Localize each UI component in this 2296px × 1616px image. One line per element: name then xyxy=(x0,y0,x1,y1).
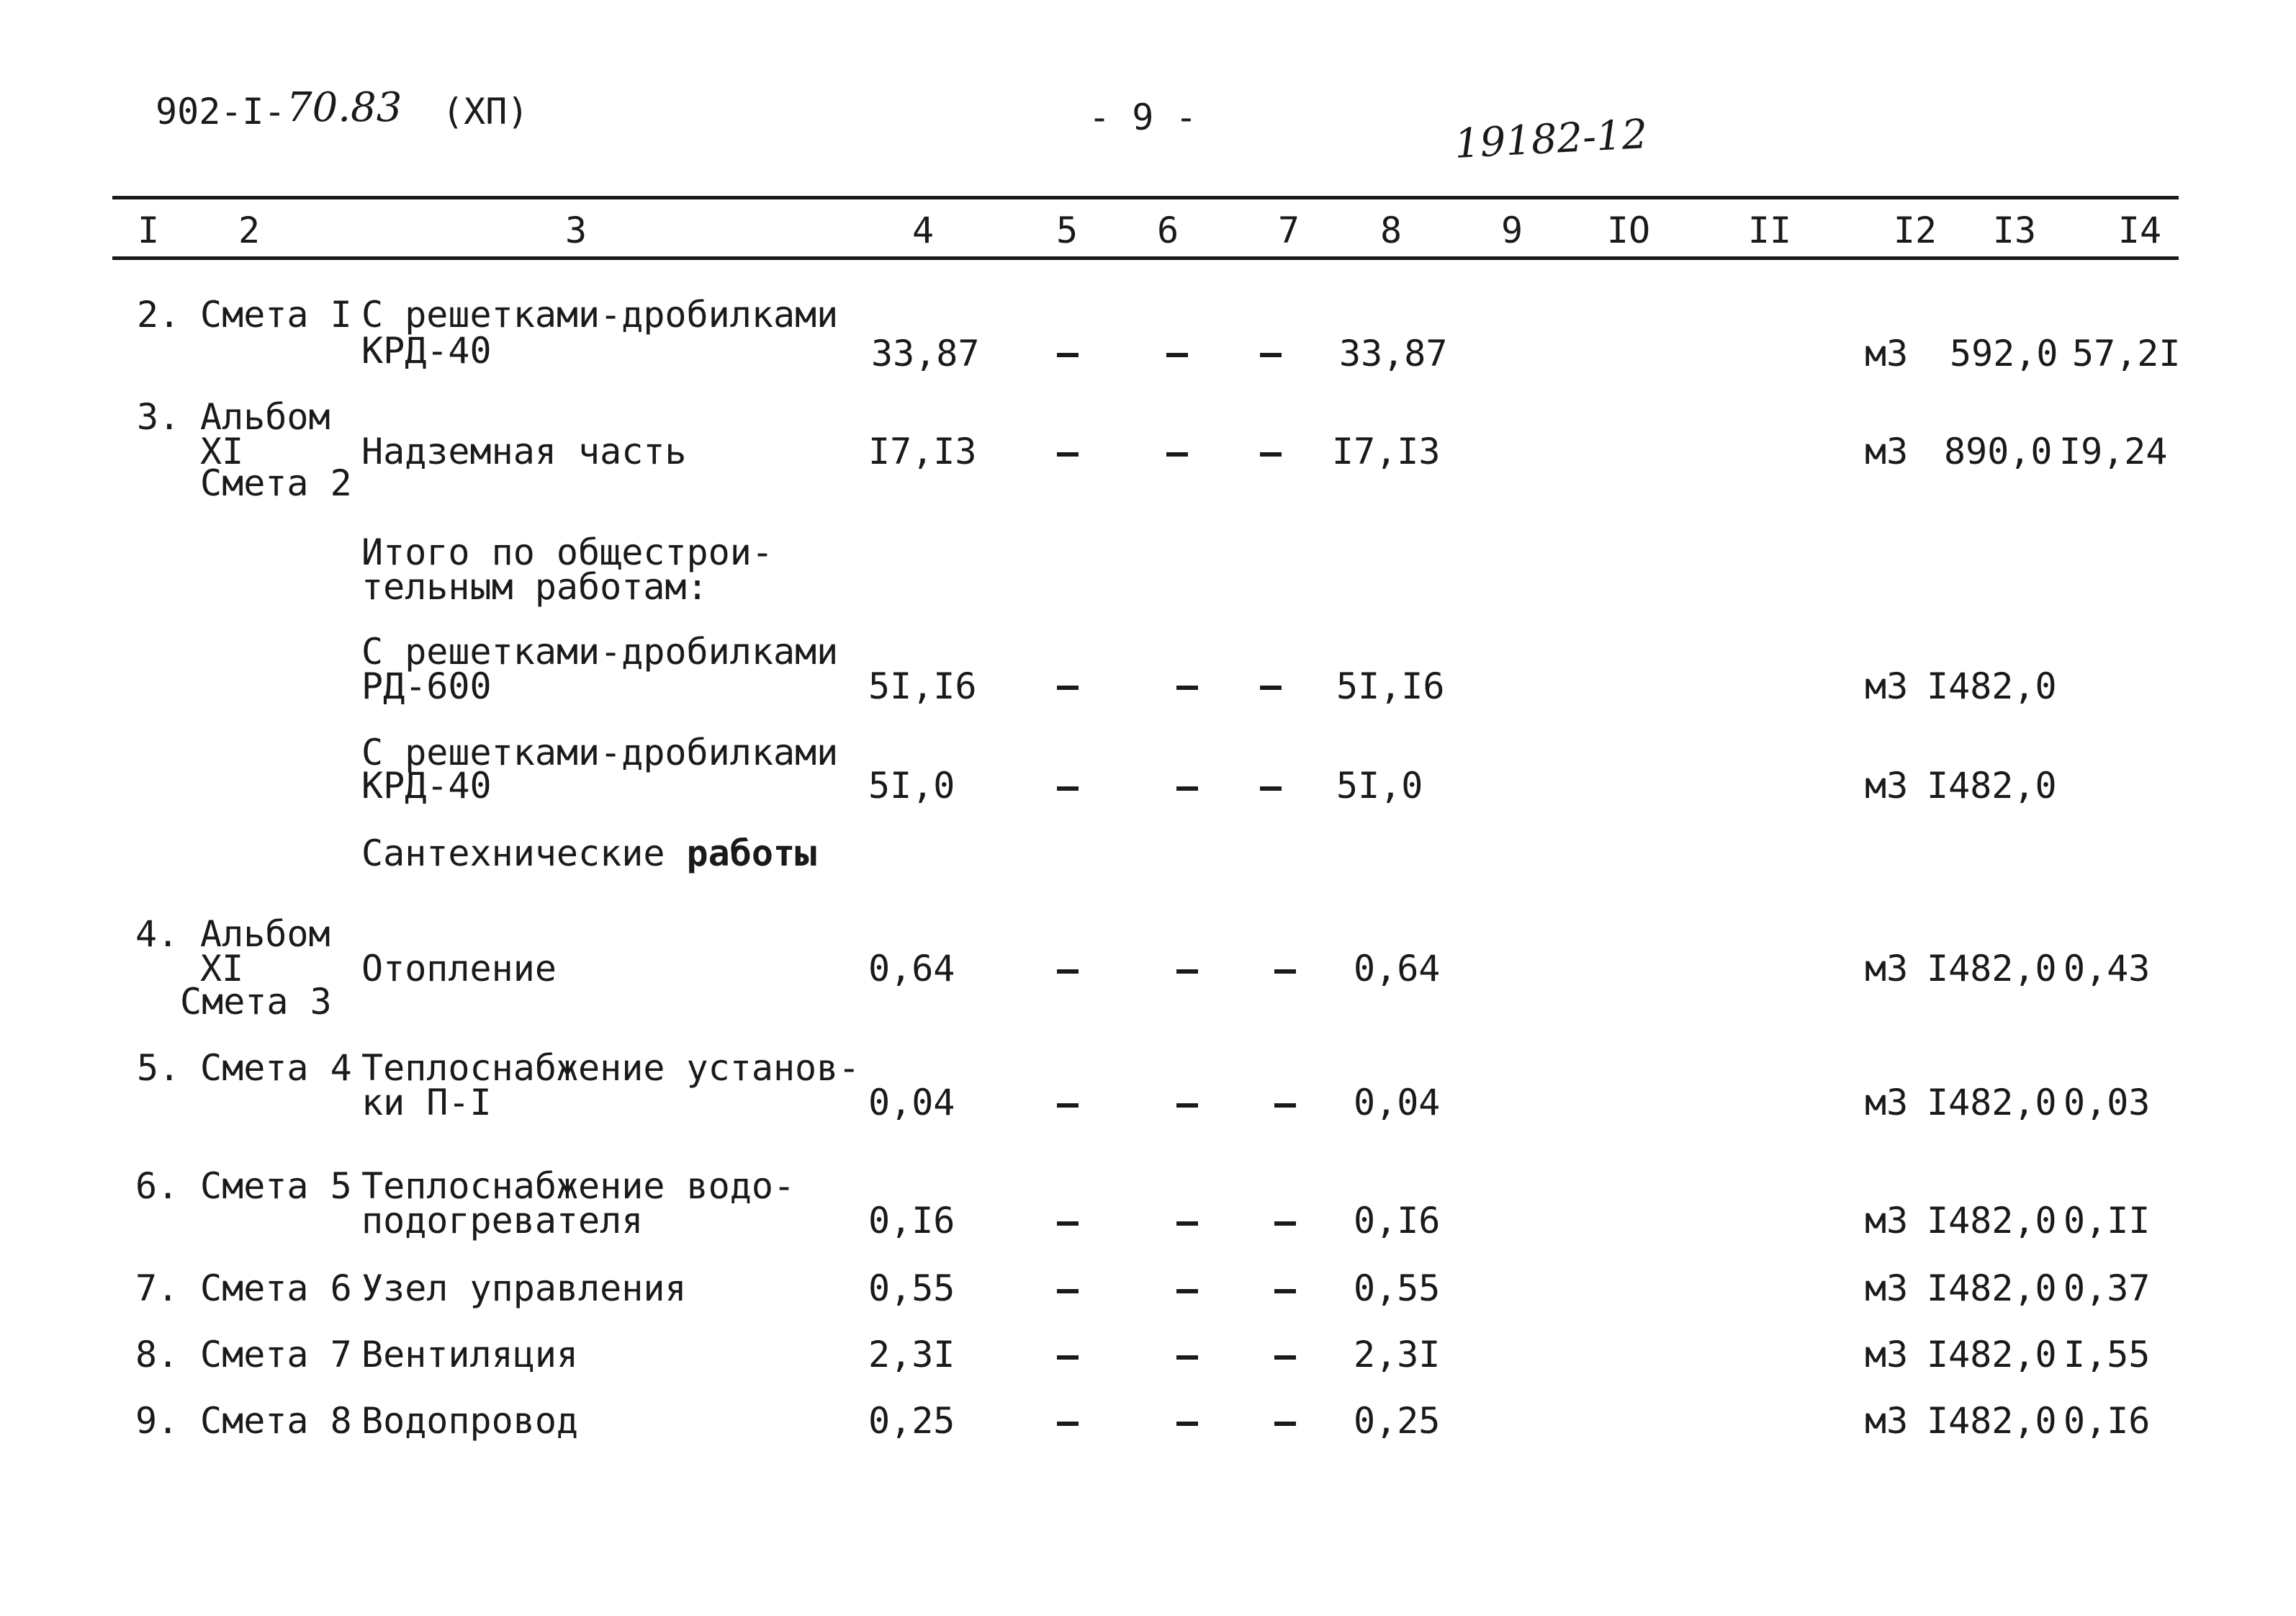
cell-col6-dash xyxy=(1176,786,1198,791)
row-reference: Смета 7 xyxy=(200,1334,352,1375)
cell-col4: I7,I3 xyxy=(868,431,977,472)
column-header: 8 xyxy=(1379,210,1403,251)
cell-col14: 0,II xyxy=(2063,1200,2151,1242)
cell-col6-dash xyxy=(1176,1103,1198,1108)
cell-col14: 57,2I xyxy=(2072,333,2181,374)
cell-col8: 0,25 xyxy=(1354,1400,1441,1442)
cell-col4: 33,87 xyxy=(871,333,980,374)
row-reference: Альбом xyxy=(200,396,330,438)
cell-col13: 592,0 xyxy=(1950,333,2058,374)
cell-col13: I482,0 xyxy=(1927,1082,2057,1123)
cell-col12: м3 xyxy=(1865,665,1909,707)
cell-col5-dash xyxy=(1057,1422,1079,1426)
cell-col13: I482,0 xyxy=(1927,948,2057,989)
row-reference: Смета 5 xyxy=(200,1165,352,1207)
row-number: 8. xyxy=(135,1334,179,1375)
column-header: 3 xyxy=(564,210,587,251)
row-number: 7. xyxy=(135,1267,179,1309)
row-number: 6. xyxy=(135,1165,179,1207)
row-name: РД-600 xyxy=(361,665,492,707)
cell-col5-dash xyxy=(1057,1221,1079,1226)
cell-col8: 5I,0 xyxy=(1336,765,1423,807)
cell-col12: м3 xyxy=(1865,765,1909,807)
cell-col8: 0,55 xyxy=(1354,1267,1441,1309)
row-reference: XI xyxy=(200,431,244,472)
table-header-rule xyxy=(112,256,2179,260)
row-name: подогревателя xyxy=(361,1200,644,1242)
cell-col13: I482,0 xyxy=(1927,1334,2057,1375)
cell-col8: I7,I3 xyxy=(1332,431,1441,472)
cell-col6-dash xyxy=(1166,452,1188,457)
cell-col14: 0,I6 xyxy=(2063,1400,2151,1442)
cell-col12: м3 xyxy=(1865,431,1909,472)
cell-col5-dash xyxy=(1057,353,1079,357)
cell-col7-dash xyxy=(1274,1355,1296,1360)
cell-col7-dash xyxy=(1274,1221,1296,1226)
row-name: Теплоснабжение установ- xyxy=(361,1047,860,1089)
row-name: С решетками-дробилками xyxy=(361,732,839,773)
row-number: 5. xyxy=(137,1047,181,1089)
cell-col5-dash xyxy=(1057,686,1079,690)
cell-col6-dash xyxy=(1176,1422,1198,1426)
cell-col12: м3 xyxy=(1865,333,1909,374)
cell-col8: 0,I6 xyxy=(1354,1200,1441,1242)
cell-col7-dash xyxy=(1274,1289,1296,1293)
cell-col4: 0,04 xyxy=(868,1082,955,1123)
row-reference: Альбом xyxy=(200,913,330,955)
cell-col4: 0,55 xyxy=(868,1267,955,1309)
cell-col12: м3 xyxy=(1865,948,1909,989)
doc-code-prefix: 902-I- xyxy=(156,91,286,133)
cell-col12: м3 xyxy=(1865,1200,1909,1242)
column-header: I2 xyxy=(1893,210,1937,251)
doc-code-handwritten: 70.83 xyxy=(287,84,402,131)
table-top-rule xyxy=(112,196,2179,199)
row-number: 9. xyxy=(135,1400,179,1442)
row-reference: Смета 2 xyxy=(200,462,352,504)
cell-col7-dash xyxy=(1260,452,1282,457)
doc-section: (XП) xyxy=(442,91,529,133)
cell-col13: I482,0 xyxy=(1927,665,2057,707)
cell-col13: I482,0 xyxy=(1927,1400,2057,1442)
cell-col4: 5I,I6 xyxy=(868,665,977,707)
cell-col5-dash xyxy=(1057,969,1079,974)
cell-col13: I482,0 xyxy=(1927,765,2057,807)
cell-col4: 5I,0 xyxy=(868,765,955,807)
row-number: 3. xyxy=(137,396,181,438)
cell-col6-dash xyxy=(1176,1221,1198,1226)
row-reference: XI xyxy=(200,948,244,989)
row-name: Вентиляция xyxy=(361,1334,579,1375)
cell-col7-dash xyxy=(1260,686,1282,690)
row-reference: Смета 8 xyxy=(200,1400,352,1442)
column-header: I xyxy=(137,210,160,251)
cell-col12: м3 xyxy=(1865,1082,1909,1123)
cell-col13: I482,0 xyxy=(1927,1267,2057,1309)
column-header: 7 xyxy=(1277,210,1300,251)
row-name: Теплоснабжение водо- xyxy=(361,1165,796,1207)
column-header: I4 xyxy=(2117,210,2162,251)
cell-col14: 0,43 xyxy=(2063,948,2151,989)
row-name: С решетками-дробилками xyxy=(361,294,839,336)
row-name: КРД-40 xyxy=(361,765,492,807)
cell-col12: м3 xyxy=(1865,1334,1909,1375)
row-name: ки П-I xyxy=(361,1082,492,1123)
column-header: 9 xyxy=(1500,210,1523,251)
cell-col14: 0,37 xyxy=(2063,1267,2151,1309)
cell-col7-dash xyxy=(1260,786,1282,791)
cell-col5-dash xyxy=(1057,786,1079,791)
cell-col4: 0,64 xyxy=(868,948,955,989)
cell-col14: 0,03 xyxy=(2063,1082,2151,1123)
cell-col6-dash xyxy=(1176,686,1198,690)
section-heading: Сантехнические работы xyxy=(361,832,817,874)
cell-col6-dash xyxy=(1176,969,1198,974)
column-header: IO xyxy=(1606,210,1651,251)
cell-col8: 0,04 xyxy=(1354,1082,1441,1123)
row-reference: Смета 4 xyxy=(200,1047,352,1089)
row-name: Отопление xyxy=(361,948,557,989)
cell-col5-dash xyxy=(1057,1103,1079,1108)
column-header: 5 xyxy=(1055,210,1079,251)
column-header: 4 xyxy=(911,210,935,251)
row-reference: Смета I xyxy=(200,294,352,336)
cell-col5-dash xyxy=(1057,1355,1079,1360)
cell-col13: 890,0 xyxy=(1944,431,2053,472)
row-name: Надземная часть xyxy=(361,431,687,472)
row-reference: Смета 3 xyxy=(180,981,332,1023)
cell-col6-dash xyxy=(1176,1355,1198,1360)
cell-col14: I9,24 xyxy=(2059,431,2168,472)
column-header: 6 xyxy=(1156,210,1179,251)
section-heading-emphasis: работы xyxy=(686,832,817,874)
column-header: I3 xyxy=(1992,210,2037,251)
cell-col12: м3 xyxy=(1865,1267,1909,1309)
cell-col5-dash xyxy=(1057,452,1079,457)
handwritten-reference: 19182-12 xyxy=(1453,111,1649,168)
cell-col4: 0,I6 xyxy=(868,1200,955,1242)
cell-col7-dash xyxy=(1260,353,1282,357)
cell-col7-dash xyxy=(1274,1422,1296,1426)
row-number: 2. xyxy=(137,294,181,336)
cell-col8: 33,87 xyxy=(1339,333,1448,374)
column-header: II xyxy=(1747,210,1792,251)
column-header: 2 xyxy=(238,210,261,251)
row-name: Итого по общестрои- xyxy=(361,531,773,573)
row-name: тельным работам: xyxy=(361,566,708,608)
cell-col7-dash xyxy=(1274,1103,1296,1108)
cell-col7-dash xyxy=(1274,969,1296,974)
row-name: КРД-40 xyxy=(361,330,492,372)
cell-col8: 0,64 xyxy=(1354,948,1441,989)
cell-col8: 2,3I xyxy=(1354,1334,1441,1375)
cell-col5-dash xyxy=(1057,1289,1079,1293)
cell-col8: 5I,I6 xyxy=(1336,665,1445,707)
cell-col12: м3 xyxy=(1865,1400,1909,1442)
cell-col4: 2,3I xyxy=(868,1334,955,1375)
cell-col13: I482,0 xyxy=(1927,1200,2057,1242)
row-name: Узел управления xyxy=(361,1267,687,1309)
cell-col6-dash xyxy=(1166,353,1188,357)
cell-col6-dash xyxy=(1176,1289,1198,1293)
row-name: С решетками-дробилками xyxy=(361,631,839,673)
cell-col14: I,55 xyxy=(2063,1334,2151,1375)
row-reference: Смета 6 xyxy=(200,1267,352,1309)
row-name: Водопровод xyxy=(361,1400,579,1442)
page-number: - 9 - xyxy=(1089,96,1197,138)
cell-col4: 0,25 xyxy=(868,1400,955,1442)
row-number: 4. xyxy=(135,913,179,955)
